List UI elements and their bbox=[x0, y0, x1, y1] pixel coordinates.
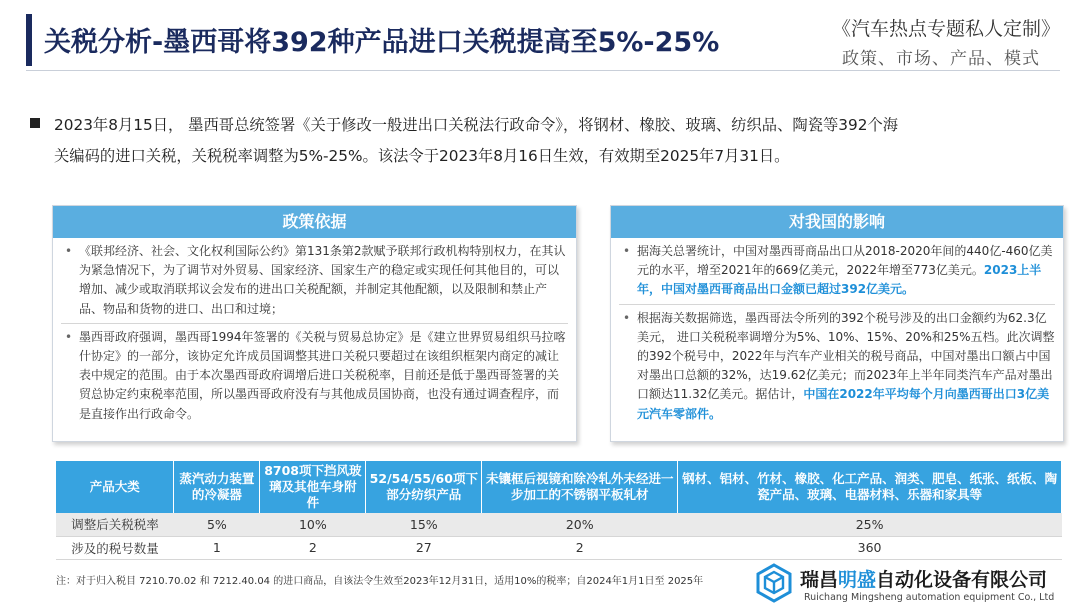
table-row bbox=[56, 536, 1062, 559]
policy-basis-body bbox=[53, 238, 576, 424]
bullet-dot-icon: • bbox=[65, 244, 73, 258]
table-header-cell: 蒸汽动力装置的冷凝器 bbox=[174, 461, 260, 513]
table-header-cell: 8708项下挡风玻璃及其他车身附件 bbox=[260, 461, 366, 513]
company-name-part: 瑞昌 bbox=[800, 569, 839, 591]
impact-highlight: 2023上半年，中国对墨西哥商品出口金额已超过392亿美元。 bbox=[637, 263, 1042, 297]
table-header-row bbox=[56, 461, 1062, 513]
table-cell: 10% bbox=[260, 513, 366, 536]
company-name-part: 明盛 bbox=[838, 569, 877, 591]
table-header-cell: 产品大类 bbox=[56, 461, 174, 513]
impact-item-2 bbox=[619, 309, 1055, 424]
table-cell: 20% bbox=[482, 513, 678, 536]
panel-divider bbox=[61, 323, 568, 324]
table-cell: 15% bbox=[366, 513, 482, 536]
policy-item-1 bbox=[61, 242, 568, 319]
intro-bullet-icon bbox=[30, 118, 40, 128]
impact-item-text: 根据海关数据筛选，墨西哥法令所列的392个税号涉及的出口金额约为62.3亿美元， 进口关税税率调增分为5%、10%、15%、20%和25%五档。此次调整的392个税号中，2022年与汽车产业相关的税号商品，中国对墨出口额占中国对墨出口总额的32%，达19.62亿美元；而2023年上半年同类汽车产品对墨出口额达11.32亿美元。据估计， bbox=[637, 310, 1055, 402]
hexagon-cube-logo-icon bbox=[754, 563, 794, 603]
impact-panel bbox=[610, 205, 1064, 442]
title-prefix: 关税分析- bbox=[44, 27, 164, 58]
table-cell: 25% bbox=[678, 513, 1062, 536]
company-name-en: Ruichang Mingsheng automation equipment Co., Ltd bbox=[804, 592, 1055, 603]
bullet-dot-icon: • bbox=[623, 244, 631, 258]
intro-line-1: 2023年8月15日， 墨西哥总统签署《关于修改一般进出口关税法行政命令》，将钢材、橡胶、玻璃、纺织品、陶瓷等392个海 bbox=[54, 116, 899, 134]
page-title bbox=[44, 20, 719, 59]
policy-item-2 bbox=[61, 328, 568, 424]
company-name-part: 自动化设备有限公司 bbox=[876, 569, 1048, 591]
policy-item-text: 《联邦经济、社会、文化权利国际公约》第131条第2款赋予联邦行政机构特别权力，在其认为紧急情况下，为了调节对外贸易、国家经济、国家生产的稳定或实现任何其他目的，可以增加、减少或取消联邦议会发布的进出口关税配额，并制定其他配额，以及限制和禁止产品、物品和货物的进口、出口和过境； bbox=[79, 244, 566, 316]
series-subtitle: 《汽车热点专题私人定制》 bbox=[831, 18, 1060, 40]
intro-line-2: 关编码的进口关税，关税税率调整为5%-25%。该法令于2023年8月16日生效，有效期至2025年7月31日。 bbox=[54, 147, 790, 165]
impact-item-text: 据海关总署统计，中国对墨西哥商品出口从2018-2020年间的440亿-460亿美元的水平，增至2021年的669亿美元，2022年增至773亿美元。 bbox=[637, 244, 1053, 278]
panel-divider bbox=[619, 304, 1055, 305]
table-cell: 27 bbox=[366, 536, 482, 559]
topic-subtitle: 政策、市场、产品、模式 bbox=[842, 49, 1040, 69]
title-accent-bar bbox=[26, 14, 32, 66]
impact-item-1 bbox=[619, 242, 1055, 300]
table-cell: 2 bbox=[482, 536, 678, 559]
table-header-cell: 未镶框后视镜和除冷轧外未经进一步加工的不锈钢平板轧材 bbox=[482, 461, 678, 513]
table-cell: 5% bbox=[174, 513, 260, 536]
table-cell: 1 bbox=[174, 536, 260, 559]
table-header-cell: 钢材、铝材、竹材、橡胶、化工产品、润类、肥皂、纸张、纸板、陶瓷产品、玻璃、电器材料、乐器和家具等 bbox=[678, 461, 1062, 513]
intro-paragraph bbox=[54, 110, 1064, 172]
impact-heading: 对我国的影响 bbox=[611, 206, 1063, 238]
impact-body bbox=[611, 238, 1063, 424]
policy-basis-heading: 政策依据 bbox=[53, 206, 576, 238]
bullet-dot-icon: • bbox=[65, 329, 73, 344]
company-name-cn bbox=[800, 565, 1047, 592]
bullet-dot-icon: • bbox=[623, 310, 631, 325]
impact-highlight: 中国在2022年平均每个月向墨西哥出口3亿美元汽车零部件。 bbox=[637, 387, 1050, 421]
tariff-table bbox=[56, 461, 1062, 560]
table-cell: 360 bbox=[678, 536, 1062, 559]
table-cell: 调整后关税税率 bbox=[56, 513, 174, 536]
policy-basis-panel bbox=[52, 205, 577, 442]
table-row bbox=[56, 513, 1062, 536]
footnote: 注：对于归入税目 7210.70.02 和 7212.40.04 的进口商品，自该法令生效至2023年12月31日，适用10%的税率；自2024年1月1日至 2025年 bbox=[56, 576, 704, 587]
policy-item-text: 墨西哥政府强调，墨西哥1994年签署的《关税与贸易总协定》是《建立世界贸易组织马拉喀什协定》的一部分，该协定允许成员国调整其进口关税只要超过在该组织框架内商定的减让表中规定的范围。由于本次墨西哥政府调增后进口关税税率，目前还是低于墨西哥签署的关贸总协定约束税率范围，所以墨西哥政府没有与其他成员国协商，也没有通过调查程序，而是直接作出行政命令。 bbox=[79, 329, 566, 421]
title-divider bbox=[26, 70, 1060, 71]
company-logo bbox=[748, 561, 1080, 608]
title-main: 墨西哥将392种产品进口关税提高至5%-25% bbox=[163, 27, 720, 58]
table-cell: 涉及的税号数量 bbox=[56, 536, 174, 559]
table-cell: 2 bbox=[260, 536, 366, 559]
table-header-cell: 52/54/55/60项下部分纺织产品 bbox=[366, 461, 482, 513]
